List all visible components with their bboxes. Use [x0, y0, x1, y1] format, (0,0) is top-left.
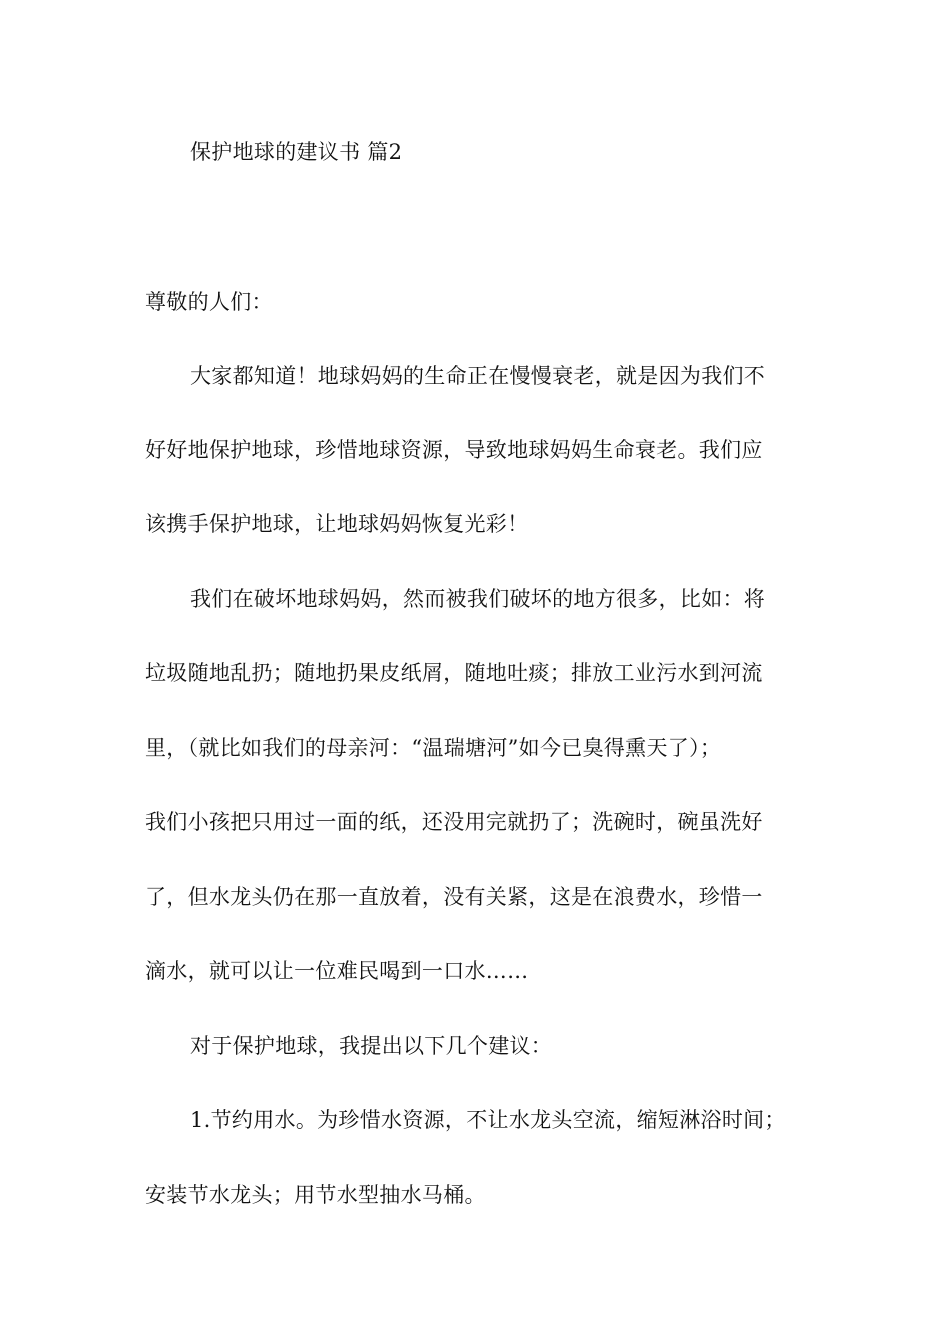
paragraph-line: 我们小孩把只用过一面的纸，还没用完就扔了；洗碗时，碗虽洗好 [145, 810, 763, 834]
list-item: 1.节约用水。为珍惜水资源，不让水龙头空流，缩短淋浴时间； [190, 1108, 786, 1132]
paragraph-line: 滴水，就可以让一位难民喝到一口水…… [145, 959, 529, 983]
paragraph-line: 了，但水龙头仍在那一直放着，没有关紧，这是在浪费水，珍惜一 [145, 885, 763, 909]
paragraph-line: 垃圾随地乱扔；随地扔果皮纸屑，随地吐痰；排放工业污水到河流 [145, 661, 763, 685]
paragraph-line: 我们在破坏地球妈妈，然而被我们破坏的地方很多，比如：将 [190, 587, 766, 611]
list-item-continuation: 安装节水龙头；用节水型抽水马桶。 [145, 1183, 486, 1207]
paragraph-line: 大家都知道！地球妈妈的生命正在慢慢衰老，就是因为我们不 [190, 364, 766, 388]
paragraph-line: 里，（就比如我们的母亲河：“温瑞塘河”如今已臭得熏天了）； [145, 736, 722, 760]
paragraph-line: 对于保护地球，我提出以下几个建议： [190, 1034, 553, 1058]
document-title: 保护地球的建议书 篇2 [190, 140, 403, 164]
paragraph-line: 好好地保护地球，珍惜地球资源，导致地球妈妈生命衰老。我们应 [145, 438, 763, 462]
paragraph-line: 该携手保护地球，让地球妈妈恢复光彩！ [145, 512, 529, 536]
salutation: 尊敬的人们： [145, 290, 273, 314]
